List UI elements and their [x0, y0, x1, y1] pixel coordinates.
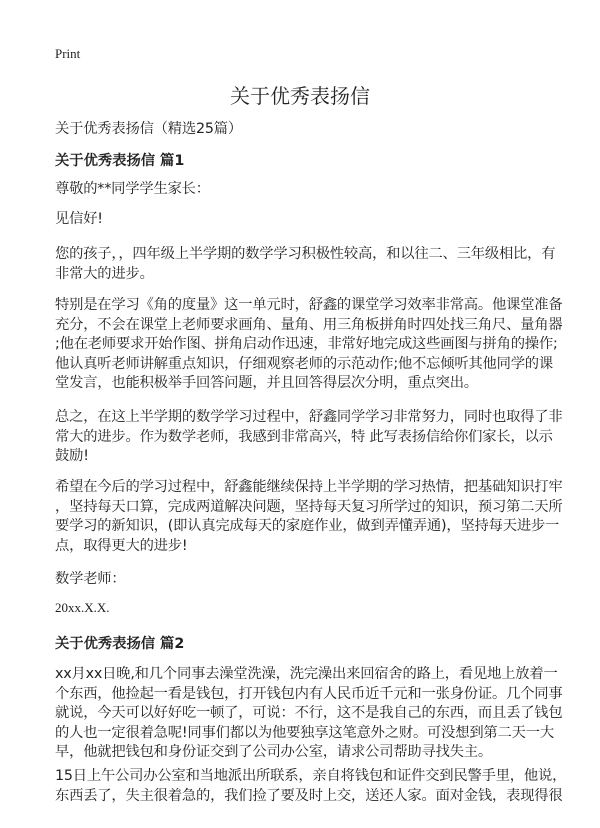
letter-date: 20xx.X.X. — [55, 600, 110, 615]
letter-greeting: 尊敬的**同学学生家长： — [55, 181, 210, 197]
document-subtitle: 关于优秀表扬信（精选25篇） — [55, 121, 242, 137]
paragraph — [55, 245, 555, 284]
paragraph-line: 15日上午公司办公室和当地派出所联系，亲自将钱包和证件交到民警手里，他说， — [55, 768, 567, 784]
paragraph-line: 点，取得更大的进步! — [55, 537, 188, 554]
signature: 数学老师： — [55, 571, 126, 587]
paragraph-line: 希望在今后的学习过程中，舒鑫能继续保持上半学期的学习热情，把基础知识打牢 — [55, 479, 563, 495]
paragraph — [55, 408, 562, 467]
paragraph — [55, 478, 562, 556]
paragraph-line: 的人也一定很着急呢!同事们都以为他要独享这笔意外之财。可没想到第二天一大 — [55, 724, 554, 741]
paragraph-line: ;他在老师要求开始作图、拼角启动作迅速，非常好地完成这些画图与拼角的操作; — [55, 336, 558, 353]
paragraph-line: xx月xx日晚,和几个同事去澡堂洗澡，洗完澡出来回宿舍的路上，看见地上放着一 — [55, 666, 558, 682]
print-link[interactable]: Print — [55, 46, 81, 61]
paragraph-line: 堂发言，也能积极举手回答问题，并且回答得层次分明，重点突出。 — [55, 375, 478, 392]
paragraph-line: 就说，今天可以好好吃一顿了，可说：不行，这不是我自己的东西，而且丢了钱包 — [55, 705, 563, 722]
letter-salutation: 见信好! — [55, 211, 103, 227]
section-heading-2: 关于优秀表扬信 篇2 — [55, 636, 185, 652]
paragraph-line: 要学习的新知识，(即认真完成每天的家庭作业，做到弄懂弄通)，坚持每天进步一 — [55, 518, 560, 535]
paragraph-line: 个东西，他捡起一看是钱包，打开钱包内有人民币近千元和一张身份证。几个同事 — [55, 685, 563, 702]
paragraph-line: 总之，在这上半学期的数学学习过程中，舒鑫同学学习非常努力，同时也取得了非 — [55, 409, 563, 425]
paragraph-line: 他认真听老师讲解重点知识，仔细观察老师的示范动作;他不忘倾听其他同学的课 — [55, 355, 554, 372]
paragraph-line: 常大的进步。作为数学老师，我感到非常高兴，特 此写表扬信给你们家长，以示 — [55, 428, 553, 445]
paragraph — [55, 296, 562, 394]
paragraph — [55, 665, 562, 763]
paragraph-line: 特别是在学习《角的度量》这一单元时，舒鑫的课堂学习效率非常高。他课堂准备 — [55, 297, 563, 313]
paragraph-line: 非常大的进步。 — [55, 265, 154, 282]
paragraph-line: 东西丢了，失主很着急的，我们捡了要及时上交，送还人家。面对金钱，表现得很 — [55, 787, 563, 804]
paragraph-line: ，坚持每天口算，完成两道解决问题，坚持每天复习所学过的知识，预习第二天所 — [55, 498, 563, 515]
paragraph-line: 早，他就把钱包和身份证交到了公司办公室，请求公司帮助寻找失主。 — [55, 744, 492, 761]
paragraph-line: 您的孩子，，四年级上半学期的数学学习积极性较高，和以往二、三年级相比，有 — [55, 246, 556, 262]
paragraph-line: 鼓励! — [55, 448, 89, 465]
paragraph — [55, 767, 566, 806]
paragraph-line: 充分，不会在课堂上老师要求画角、量角、用三角板拼角时四处找三角尺、量角器 — [55, 316, 563, 333]
document-title: 关于优秀表扬信 — [230, 84, 370, 108]
section-heading-1: 关于优秀表扬信 篇1 — [55, 153, 185, 169]
